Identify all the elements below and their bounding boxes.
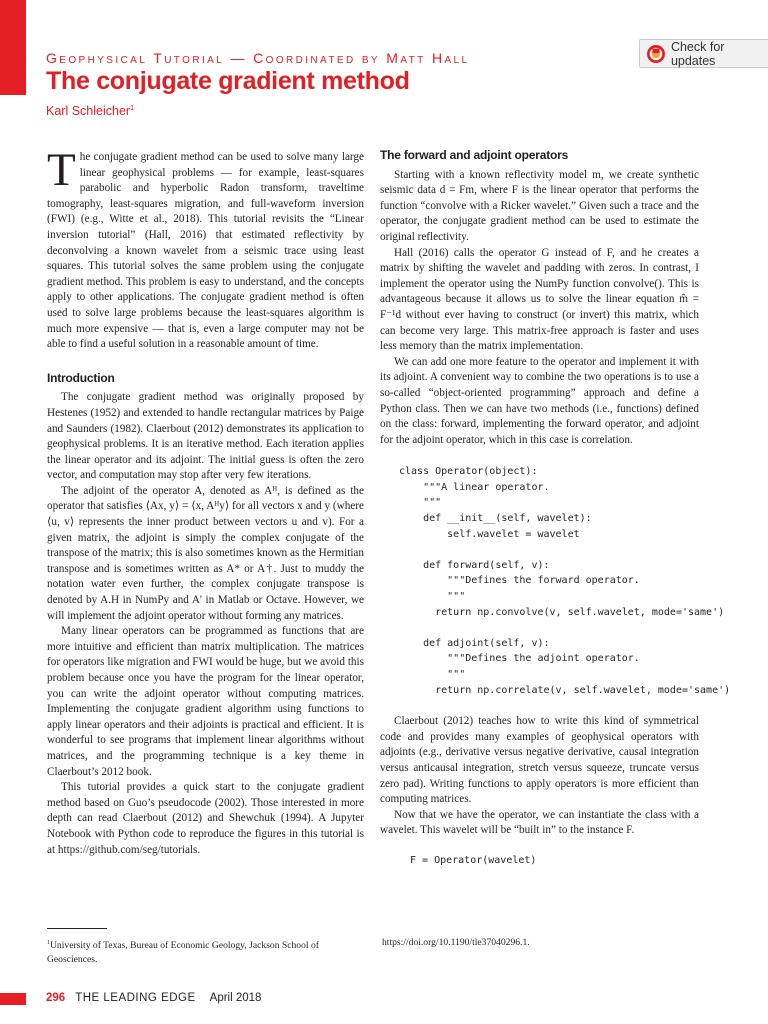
author-footnote-mark: 1 (130, 104, 134, 112)
author-name: Karl Schleicher$^1$ (46, 104, 134, 118)
drop-cap: T (47, 144, 76, 196)
journal-name: THE LEADING EDGE (75, 992, 196, 1004)
check-for-updates-label: Check for updates (670, 39, 725, 68)
body-paragraph: This tutorial provides a quick start to the conjugate gradient method based on Guo’s pseudocode (2002). Those interested in more depth can read Claerbout (2012) and Shewchuk (1994). A Jupyter Notebook with Python code to reproduce the figures in this tutorial is at https://github.com/seg/tutorials. (47, 781, 364, 856)
footnote-divider (47, 928, 107, 929)
body-paragraph: The conjugate gradient method was originally proposed by Hestenes (1952) and extended to handle rectangular matrices by Paige and Saunders (1982). Claerbout (2012) demonstrates its application to geophysical problems. It is an iterative method. Each iteration applies the linear operator and its adjoint. The initial guess is often the zero vector, and computation may stop after very few iterations. (47, 391, 364, 482)
doi-link[interactable]: https://doi.org/10.1190/tle37040296.1. (382, 937, 530, 948)
check-for-updates-button[interactable] (639, 39, 768, 68)
page-footer (46, 992, 261, 1004)
body-paragraph: Now that we have the operator, we can instantiate the class with a wavelet. This wavelet will be “built in” to the instance F. (380, 808, 699, 837)
footnote-affiliation: $^1$University of Texas, Bureau of Economic Geology, Jackson School of Geosciences. (47, 940, 319, 966)
body-paragraph: Starting with a known reflectivity model m, we create synthetic seismic data d = Fm, where F is the linear operator that performs the function “convolve with a Ricker wavelet.” Given such a trace and the operator, the conjugate gradient method can be used to estimate the original reflectivity. (380, 168, 699, 243)
body-paragraph: Claerbout (2012) teaches how to write this kind of symmetrical code and provides many examples of geophysical operators with adjoints (e.g., derivative versus negative derivative, causal integration versus anticausal integration, stretch versus squeeze, truncate versus zero pad). Writing functions to apply operators is more efficient than computing matrices. (380, 715, 699, 806)
series-header: Geophysical Tutorial — Coordinated by Matt Hall (46, 50, 470, 66)
accent-bar-top (0, 0, 26, 95)
intro-paragraph: The conjugate gradient method can be used to solve many large linear geophysical problems — for example, least-squares parabolic and hyperbolic Radon transform, traveltime tomography, least-squares migration, and full-waveform inversion (FWI) (e.g., Witte et al., 2018). This tutorial revisits the “Linear inversion tutorial” (Hall, 2016) that estimated reflectivity by deconvolving a known wavelet from a seismic trace using least squares. This tutorial solves the same problem using the conjugate gradient method. This problem is easy to understand, and the concepts apply to other applications. The conjugate gradient method is often used to solve large problems because the least-squares algorithm is much more expensive — that is, even a large computer may not be able to find a useful solution in a reasonable amount of time. (47, 144, 364, 351)
left-column (47, 144, 364, 858)
crossmark-icon (647, 45, 665, 63)
code-block-operator-class: class Operator(object): """A linear operator. """ def __init__(self, wavelet): self.wavelet = wavelet def forward(self, v): """Defines the forward operator. """ return np.convolve(v, self.wavelet, mode='same') def adjoint(self, v): """Defines the adjoint operator. """ return np.correlate(v, self.wavelet, mode='same') (399, 466, 731, 696)
right-column (380, 148, 731, 869)
body-paragraph: Many linear operators can be programmed as functions that are more intuitive and efficient than matrix multiplication. The matrices for operators like migration and FWI would be huge, but we avoid this problem because once you have the program for the linear operator, you can write the adjoint operator without computing matrices. Implementing the conjugate gradient algorithm using functions to apply linear operators and their adjoints is practical and efficient. It is wonderful to see programs that implement linear algorithms without matrices, and the programming technique is a key theme in Claerbout’s 2012 book. (47, 625, 364, 778)
accent-bar-bottom (0, 993, 26, 1005)
body-paragraph: The adjoint of the operator A, denoted as Aᴴ, is defined as the operator that satisfies ⟨Ax, y⟩ = ⟨x, Aᴴy⟩ for all vectors x and y (where ⟨u, v⟩ represents the inner product between vectors u and v). For a given matrix, the adjoint is simply the complex conjugate of the transpose of the matrix; this is also sometimes known as the Hermitian transpose and is sometimes written as A* or A†. Just to muddy the notation water even further, the complex conjugate transpose is denoted by A.H in NumPy and A' in Matlab or Octave. However, we will implement the adjoint operator without forming any matrices. (47, 484, 364, 622)
body-paragraph: We can add one more feature to the operator and implement it with its adjoint. A convenient way to combine the two operations is to use a so-called “object-oriented programming” approach and define a Python class. Then we can have two methods (i.e., functions) defined on the class: forward, implementing the forward operator, and adjoint for the adjoint operator, which in this case is correlation. (380, 355, 699, 446)
code-line-instantiate: F = Operator(wavelet) (410, 854, 537, 866)
body-paragraph: Hall (2016) calls the operator G instead of F, and he creates a matrix by shifting the wavelet and padding with zeros. In contrast, I implement the operator using the NumPy function convolve(). This is advantageous because it allows us to solve the linear equation m̂ = F⁻¹d without ever having to construct (or invert) this matrix, which can become very large. This matrix-free approach is faster and uses less memory than the matrix implementation. (380, 246, 699, 353)
issue-date: April 2018 (209, 992, 262, 1004)
section-heading-introduction: Introduction (47, 370, 115, 385)
article-title: The conjugate gradient method (46, 67, 410, 95)
page-number: 296 (46, 992, 66, 1004)
section-heading-operators: The forward and adjoint operators (380, 148, 569, 162)
